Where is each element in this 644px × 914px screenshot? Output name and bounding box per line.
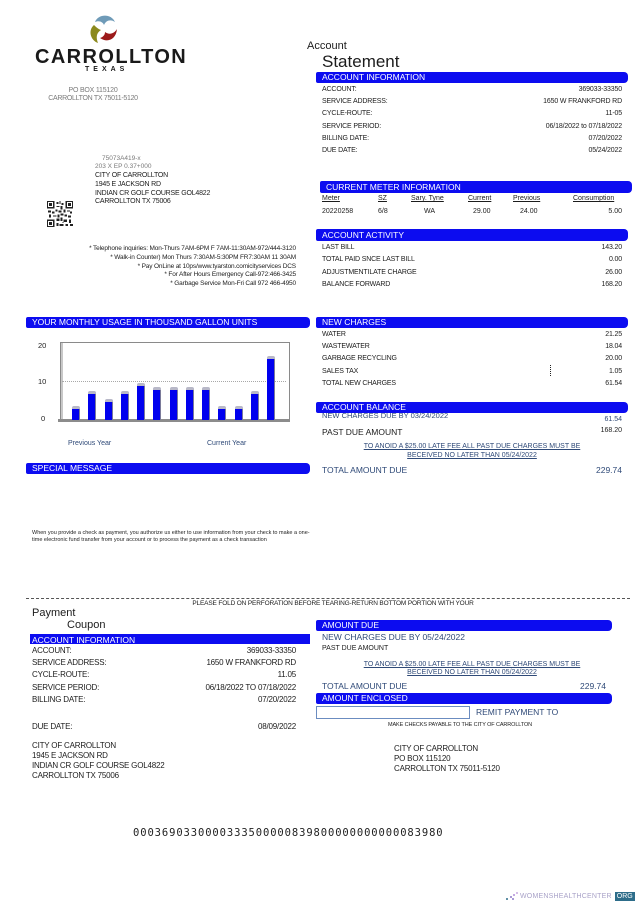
service-type-column-header: Sary. Tyne xyxy=(411,195,444,202)
chart-bar xyxy=(88,393,95,420)
remit-address-line: CITY OF CARROLLTON xyxy=(394,744,478,753)
meter-information-header: CURRENT METER INFORMATION xyxy=(320,181,632,193)
coupon-title-coupon: Coupon xyxy=(67,619,106,631)
contact-line: * Garbage Service Mon-Fri Call 972 466-4950 xyxy=(170,280,296,288)
charge-row: WASTEWATER 18.04 xyxy=(322,343,622,350)
meter-number: 20220258 xyxy=(322,208,354,215)
previous-year-label: Previous Year xyxy=(68,440,112,447)
activity-row: BALANCE FORWARD 168.20 xyxy=(322,281,622,288)
current-column-header: Current xyxy=(468,195,492,202)
payable-note: MAKE CHECKS PAYABLE TO THE CITY OF CARROLLTON xyxy=(388,722,533,728)
carrollton-logo-icon xyxy=(86,11,120,45)
mailing-line: INDIAN CR GOLF COURSE GOL4822 xyxy=(95,190,211,197)
past-due-label: PAST DUE AMOUNT xyxy=(322,427,403,437)
special-message-header: SPECIAL MESSAGE xyxy=(26,463,310,474)
qr-code-icon xyxy=(47,201,73,227)
return-address-line-1: PO BOX 115120 xyxy=(68,87,118,94)
chart-bar xyxy=(72,408,79,420)
total-amount-due-label: TOTAL AMOUNT DUE xyxy=(322,465,408,475)
y-tick-label: 20 xyxy=(38,341,47,350)
contact-info xyxy=(20,245,296,289)
chart-bar xyxy=(121,393,128,420)
coupon-info-row: ACCOUNT: 369033-33350 xyxy=(32,646,296,655)
chart-bar xyxy=(153,389,160,420)
usage-chart-header: YOUR MONTHLY USAGE IN THOUSAND GALLON UNITS xyxy=(26,317,310,328)
y-tick-label: 10 xyxy=(38,377,47,386)
mailing-code-1: 75073A419-x xyxy=(102,155,141,162)
charge-row: SALES TAX 1.05 xyxy=(322,368,622,375)
total-amount-due-value: 229.74 xyxy=(596,465,622,475)
info-row: DUE DATE: 05/24/2022 xyxy=(322,147,622,154)
address-line: INDIAN CR GOLF COURSE GOL4822 xyxy=(32,761,165,770)
account-activity-header: ACCOUNT ACTIVITY xyxy=(316,229,628,241)
new-charges-due-value: 61.54 xyxy=(604,416,622,423)
coupon-account-information-header: ACCOUNT INFORMATION xyxy=(30,634,310,644)
special-message-text: When you provide a check as payment, you authorize us either to use information from your check to make a one-time electronic fund transfer from your account or to process the payment as a check transaction xyxy=(32,530,310,544)
charge-row: WATER 21.25 xyxy=(322,331,622,338)
coupon-late-fee-line-2[interactable]: BECEIVED NO LATER THAN 05/24/2022 xyxy=(407,669,537,676)
chart-bar xyxy=(218,408,225,420)
coupon-past-due-label: PAST DUE AMOUNT xyxy=(322,645,389,652)
chart-bar xyxy=(137,385,144,420)
coupon-info-row: CYCLE-ROUTE: 11.05 xyxy=(32,670,296,679)
coupon-amount-due-header: AMOUNT DUE xyxy=(316,620,612,631)
brand-sub: TEXAS xyxy=(85,66,129,73)
size-column-header: SZ xyxy=(378,195,387,202)
chart-gridline xyxy=(62,381,286,382)
meter-previous: 24.00 xyxy=(520,208,538,215)
chart-bar xyxy=(186,389,193,420)
remit-payment-label: REMIT PAYMENT TO xyxy=(476,707,559,717)
info-row: SERVICE PERIOD: 06/18/2022 to 07/18/2022 xyxy=(322,123,622,130)
mailing-code-2: 203 X EP 0.37+000 xyxy=(95,163,152,170)
meter-size: 6/8 xyxy=(378,208,388,215)
new-charges-header: NEW CHARGES xyxy=(316,317,628,328)
mailing-line: CITY OF CARROLLTON xyxy=(95,172,169,179)
mailing-line: 1945 E JACKSON RD xyxy=(95,181,161,188)
coupon-info-row: SERVICE PERIOD: 06/18/2022 TO 07/18/2022 xyxy=(32,683,296,692)
chart-bar xyxy=(251,393,258,420)
address-line: CITY OF CARROLLTON xyxy=(32,741,116,750)
ocr-scan-line: 0003690330000333500000839800000000000083980 xyxy=(133,827,444,839)
perforation-line xyxy=(26,598,630,599)
late-fee-notice-line-2[interactable]: BECEIVED NO LATER THAN 05/24/2022 xyxy=(407,452,537,459)
current-year-label: Current Year xyxy=(207,440,247,447)
info-row: ACCOUNT: 369033-33350 xyxy=(322,86,622,93)
consumption-column-header: Consumption xyxy=(573,195,615,202)
watermark-text: WOMENSHEALTHCENTER xyxy=(520,892,612,900)
contact-line: * For After Hours Emergency Call-972:466-3425 xyxy=(164,271,296,279)
coupon-due-date-row: DUE DATE: 08/09/2022 xyxy=(32,722,296,731)
info-row: CYCLE-ROUTE: 11-05 xyxy=(322,110,622,117)
watermark-badge: ORG xyxy=(616,892,633,900)
chart-bar xyxy=(235,408,242,420)
meter-column-header: Meter xyxy=(322,195,340,202)
activity-row: TOTAL PAID SNCE LAST BILL 0.00 xyxy=(322,256,622,263)
text-cursor-mark xyxy=(550,365,552,376)
account-balance-header: ACCOUNT BALANCE xyxy=(316,402,628,413)
info-row: SERVICE ADDRESS: 1650 W FRANKFORD RD xyxy=(322,98,622,105)
chart-bar xyxy=(105,401,112,421)
amount-enclosed-input[interactable] xyxy=(316,706,470,719)
coupon-title-payment: Payment xyxy=(32,607,76,619)
amount-enclosed-header: AMOUNT ENCLOSED xyxy=(316,693,612,704)
remit-address-line: CARROLLTON TX 75011-5120 xyxy=(394,764,500,773)
coupon-total-due-value: 229.74 xyxy=(580,681,606,691)
new-charges-due-label: NEW CHARGES DUE BY 03/24/2022 xyxy=(322,411,449,420)
brand-name: CARROLLTON xyxy=(35,46,188,68)
remit-address-line: PO BOX 115120 xyxy=(394,754,451,763)
activity-row: ADJUSTMENTILATE CHARGE 26.00 xyxy=(322,269,622,276)
meter-consumption: 5.00 xyxy=(608,208,622,215)
fold-notice: PLEASE FOLD ON PERFORATION BEFORE TEARING-RETURN BOTTOM PORTION WITH YOUR xyxy=(192,600,474,607)
charge-row: TOTAL NEW CHARGES 61.54 xyxy=(322,380,622,387)
chart-bar xyxy=(170,389,177,420)
coupon-info-row: SERVICE ADDRESS: 1650 W FRANKFORD RD xyxy=(32,658,296,667)
meter-current: 29.00 xyxy=(473,208,491,215)
watermark xyxy=(506,891,635,901)
page-title-statement: Statement xyxy=(322,52,400,71)
contact-line: * Pay OnLine at 10ps/www.tyarston.comicityservices DCS xyxy=(137,262,296,270)
charge-row: GARBAGE RECYCLING 20.00 xyxy=(322,355,622,362)
address-line: 1945 E JACKSON RD xyxy=(32,751,108,760)
chart-bar xyxy=(267,358,274,420)
previous-column-header: Previous xyxy=(513,195,541,202)
meter-service-type: WA xyxy=(424,208,436,215)
return-address-line-2: CARROLLTON TX 75011-5120 xyxy=(48,95,138,102)
contact-line: * Telephone inquiries: Mon-Thurs 7AM-6PM F 7AM-11:30AM-972/444-3120 xyxy=(89,245,296,252)
address-line: CARROLLTON TX 75006 xyxy=(32,771,119,780)
coupon-info-row: BILLING DATE: 07/20/2022 xyxy=(32,695,296,704)
late-fee-notice-line-1[interactable]: TO ANOID A $25.00 LATE FEE ALL PAST DUE CHARGES MUST BE xyxy=(363,443,581,450)
contact-line: * Walk-in Counter) Mon Thurs 7:30AM-5:30PM FR7:30AM 11 30AM xyxy=(110,253,296,261)
dots-logo-icon xyxy=(506,891,520,901)
chart-bar xyxy=(202,389,209,420)
past-due-value: 168.20 xyxy=(600,427,622,434)
info-row: BILLING DATE: 07/20/2022 xyxy=(322,135,622,142)
y-tick-label: 0 xyxy=(41,414,46,423)
page-title-account: Account xyxy=(307,40,347,52)
coupon-total-due-label: TOTAL AMOUNT DUE xyxy=(322,681,408,691)
coupon-late-fee-line-1[interactable]: TO ANOID A $25.00 LATE FEE ALL PAST DUE CHARGES MUST BE xyxy=(363,661,581,668)
account-information-header: ACCOUNT INFORMATION xyxy=(316,72,628,83)
mailing-line: CARROLLTON TX 75006 xyxy=(95,198,171,205)
activity-row: LAST BILL 143.20 xyxy=(322,244,622,251)
coupon-new-charges-label: NEW CHARGES DUE BY 05/24/2022 xyxy=(322,632,465,642)
